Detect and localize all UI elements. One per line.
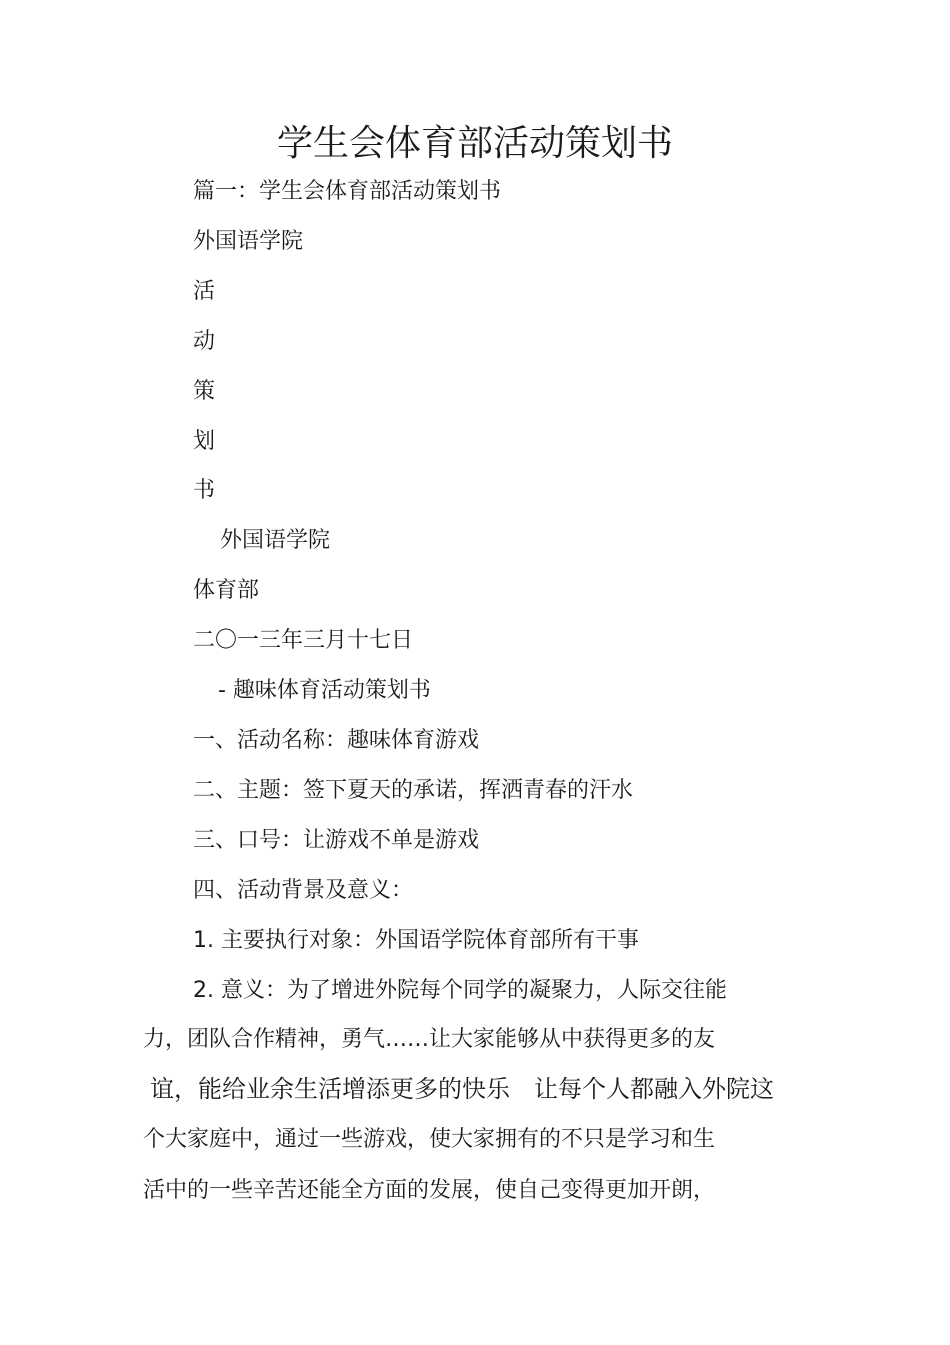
document-title: 学生会体育部活动策划书 — [276, 123, 673, 164]
text-line: 三、口号：让游戏不单是游戏 — [193, 828, 480, 853]
text-line: 四、活动背景及意义： — [193, 878, 414, 903]
text-line: 书 — [193, 478, 216, 503]
text-line: 个大家庭中，通过一些游戏，使大家拥有的不只是学习和生 — [143, 1127, 716, 1152]
text-line: 划 — [193, 429, 216, 454]
text-line: 体育部 — [193, 578, 260, 603]
text-line: 活中的一些辛苦还能全方面的发展，使自己变得更加开朗， — [143, 1178, 716, 1203]
text-line: 一、活动名称：趣味体育游戏 — [193, 728, 480, 753]
text-line: 篇一：学生会体育部活动策划书 — [193, 179, 502, 204]
text-line: 谊，能给业余生活增添更多的快乐 让每个人都融入外院这 — [150, 1075, 774, 1103]
text-line: 力，团队合作精神，勇气……让大家能够从中获得更多的友 — [143, 1027, 716, 1052]
text-line: 1. 主要执行对象：外国语学院体育部所有干事 — [193, 928, 639, 953]
text-line: 二〇一三年三月十七日 — [193, 628, 414, 653]
text-line: 策 — [193, 379, 216, 404]
text-line: 外国语学院 — [193, 229, 304, 254]
text-line: 二、主题：签下夏天的承诺，挥洒青春的汗水 — [193, 778, 634, 803]
text-line: 动 — [193, 329, 216, 354]
text-line: 活 — [193, 279, 216, 304]
text-line: 2. 意义：为了增进外院每个同学的凝聚力，人际交往能 — [193, 978, 727, 1003]
text-line: 外国语学院 — [220, 528, 331, 553]
text-line: - 趣味体育活动策划书 — [218, 678, 431, 703]
